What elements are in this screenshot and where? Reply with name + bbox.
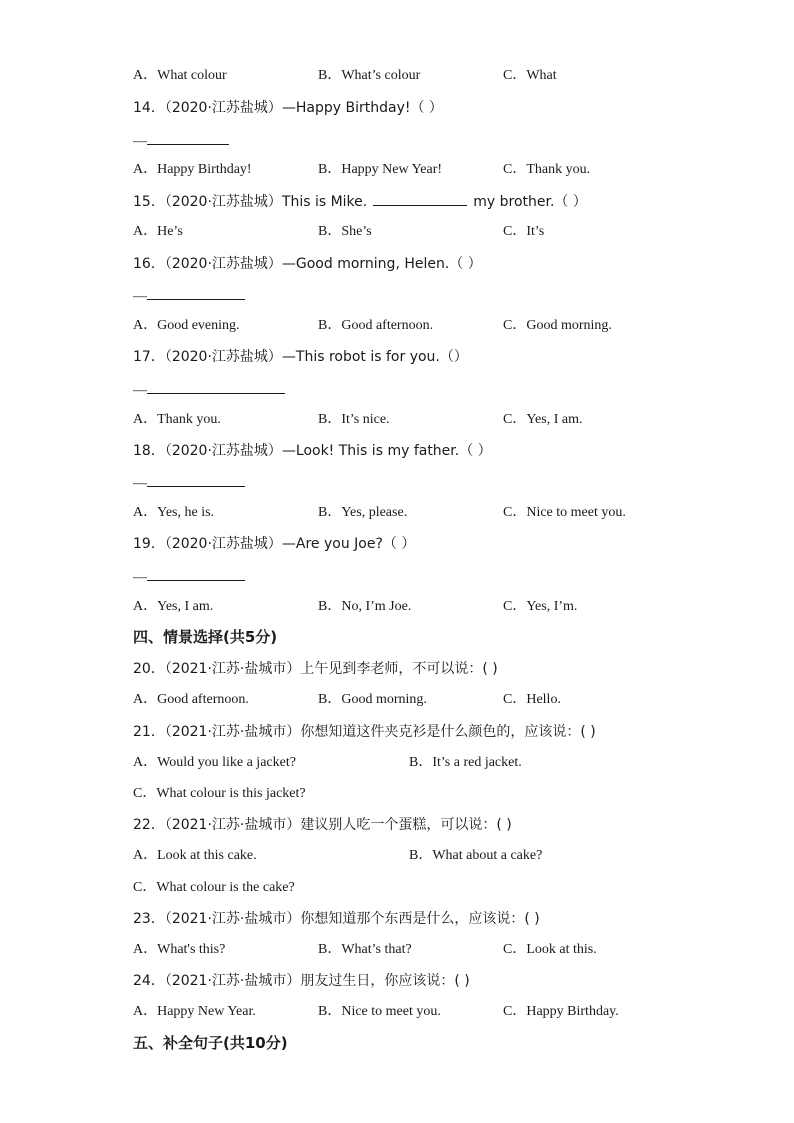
- q18-answer-line: [133, 472, 245, 494]
- q23-option-c: C．Look at this.: [503, 942, 597, 957]
- q15-stem-post: my brother.（ ）: [473, 194, 587, 210]
- q16-option-b: B．Good afternoon.: [318, 318, 434, 333]
- q24-option-b: B．Nice to meet you.: [318, 1004, 441, 1019]
- q14-dash: —: [133, 134, 147, 149]
- q21-stem: 21．（2021·江苏·盐城市）你想知道这件夹克衫是什么颜色的，应该说：( ): [133, 724, 596, 740]
- q14-option-c: C．Thank you.: [503, 162, 591, 177]
- q19-blank: [147, 566, 245, 581]
- q15-stem-pre: 15．（2020·江苏盐城）This is Mike.: [133, 194, 368, 210]
- q24-stem: 24．（2021·江苏·盐城市）朋友过生日，你应该说：( ): [133, 973, 470, 989]
- q19-answer-line: [133, 566, 245, 588]
- q15-option-c: C．It’s: [503, 224, 545, 239]
- q16-option-c: C．Good morning.: [503, 318, 612, 333]
- q14-option-a: A．Happy Birthday!: [133, 162, 252, 177]
- q15-blank: [373, 191, 467, 206]
- q18-stem: 18．（2020·江苏盐城）—Look! This is my father.（ ）: [133, 443, 492, 459]
- q17-option-c: C．Yes, I am.: [503, 412, 583, 427]
- q22-option-a: A．Look at this cake.: [133, 848, 257, 863]
- q17-blank: [147, 379, 285, 394]
- q17-answer-line: [133, 379, 285, 401]
- q22-option-c: C．What colour is the cake?: [133, 880, 295, 895]
- q18-option-c: C．Nice to meet you.: [503, 505, 626, 520]
- section-5-heading: 五、补全句子(共10分): [133, 1034, 288, 1052]
- section-4-heading: 四、情景选择(共5分): [133, 628, 278, 646]
- q13-option-b: B．What’s colour: [318, 68, 421, 83]
- q23-stem: 23．（2021·江苏·盐城市）你想知道那个东西是什么，应该说：( ): [133, 911, 540, 927]
- q20-option-b: B．Good morning.: [318, 692, 427, 707]
- q17-option-b: B．It’s nice.: [318, 412, 390, 427]
- q18-option-a: A．Yes, he is.: [133, 505, 215, 520]
- q22-stem: 22．（2021·江苏·盐城市）建议别人吃一个蛋糕，可以说：( ): [133, 817, 512, 833]
- q20-option-a: A．Good afternoon.: [133, 692, 249, 707]
- q19-dash: —: [133, 570, 147, 585]
- q13-option-a: A．What colour: [133, 68, 227, 83]
- q15-option-a: A．He’s: [133, 224, 183, 239]
- q14-option-b: B．Happy New Year!: [318, 162, 443, 177]
- q19-stem: 19．（2020·江苏盐城）—Are you Joe?（ ）: [133, 536, 416, 552]
- q19-option-b: B．No, I’m Joe.: [318, 599, 412, 614]
- q18-blank: [147, 472, 245, 487]
- q16-answer-line: [133, 285, 245, 307]
- q17-stem: 17．（2020·江苏盐城）—This robot is for you.（）: [133, 349, 468, 365]
- q15-stem: [133, 191, 587, 212]
- q24-option-a: A．Happy New Year.: [133, 1004, 256, 1019]
- q15-option-b: B．She’s: [318, 224, 372, 239]
- q23-option-b: B．What’s that?: [318, 942, 412, 957]
- q21-option-b: B．It’s a red jacket.: [409, 755, 522, 770]
- q22-option-b: B．What about a cake?: [409, 848, 543, 863]
- q19-option-a: A．Yes, I am.: [133, 599, 214, 614]
- q13-option-c: C．What: [503, 68, 557, 83]
- q17-dash: —: [133, 383, 147, 398]
- q16-blank: [147, 285, 245, 300]
- q17-option-a: A．Thank you.: [133, 412, 221, 427]
- q21-option-c: C．What colour is this jacket?: [133, 786, 306, 801]
- q23-option-a: A．What's this?: [133, 942, 226, 957]
- q14-stem: 14．（2020·江苏盐城）—Happy Birthday!（ ）: [133, 100, 443, 116]
- q20-option-c: C．Hello.: [503, 692, 561, 707]
- q20-stem: 20．（2021·江苏·盐城市）上午见到李老师，不可以说：( ): [133, 661, 498, 677]
- q24-option-c: C．Happy Birthday.: [503, 1004, 619, 1019]
- q18-option-b: B．Yes, please.: [318, 505, 408, 520]
- q16-option-a: A．Good evening.: [133, 318, 240, 333]
- q16-stem: 16．（2020·江苏盐城）—Good morning, Helen.（ ）: [133, 256, 482, 272]
- q18-dash: —: [133, 476, 147, 491]
- q14-answer-line: [133, 130, 229, 152]
- q16-dash: —: [133, 289, 147, 304]
- q14-blank: [147, 130, 229, 145]
- q21-option-a: A．Would you like a jacket?: [133, 755, 296, 770]
- q19-option-c: C．Yes, I’m.: [503, 599, 578, 614]
